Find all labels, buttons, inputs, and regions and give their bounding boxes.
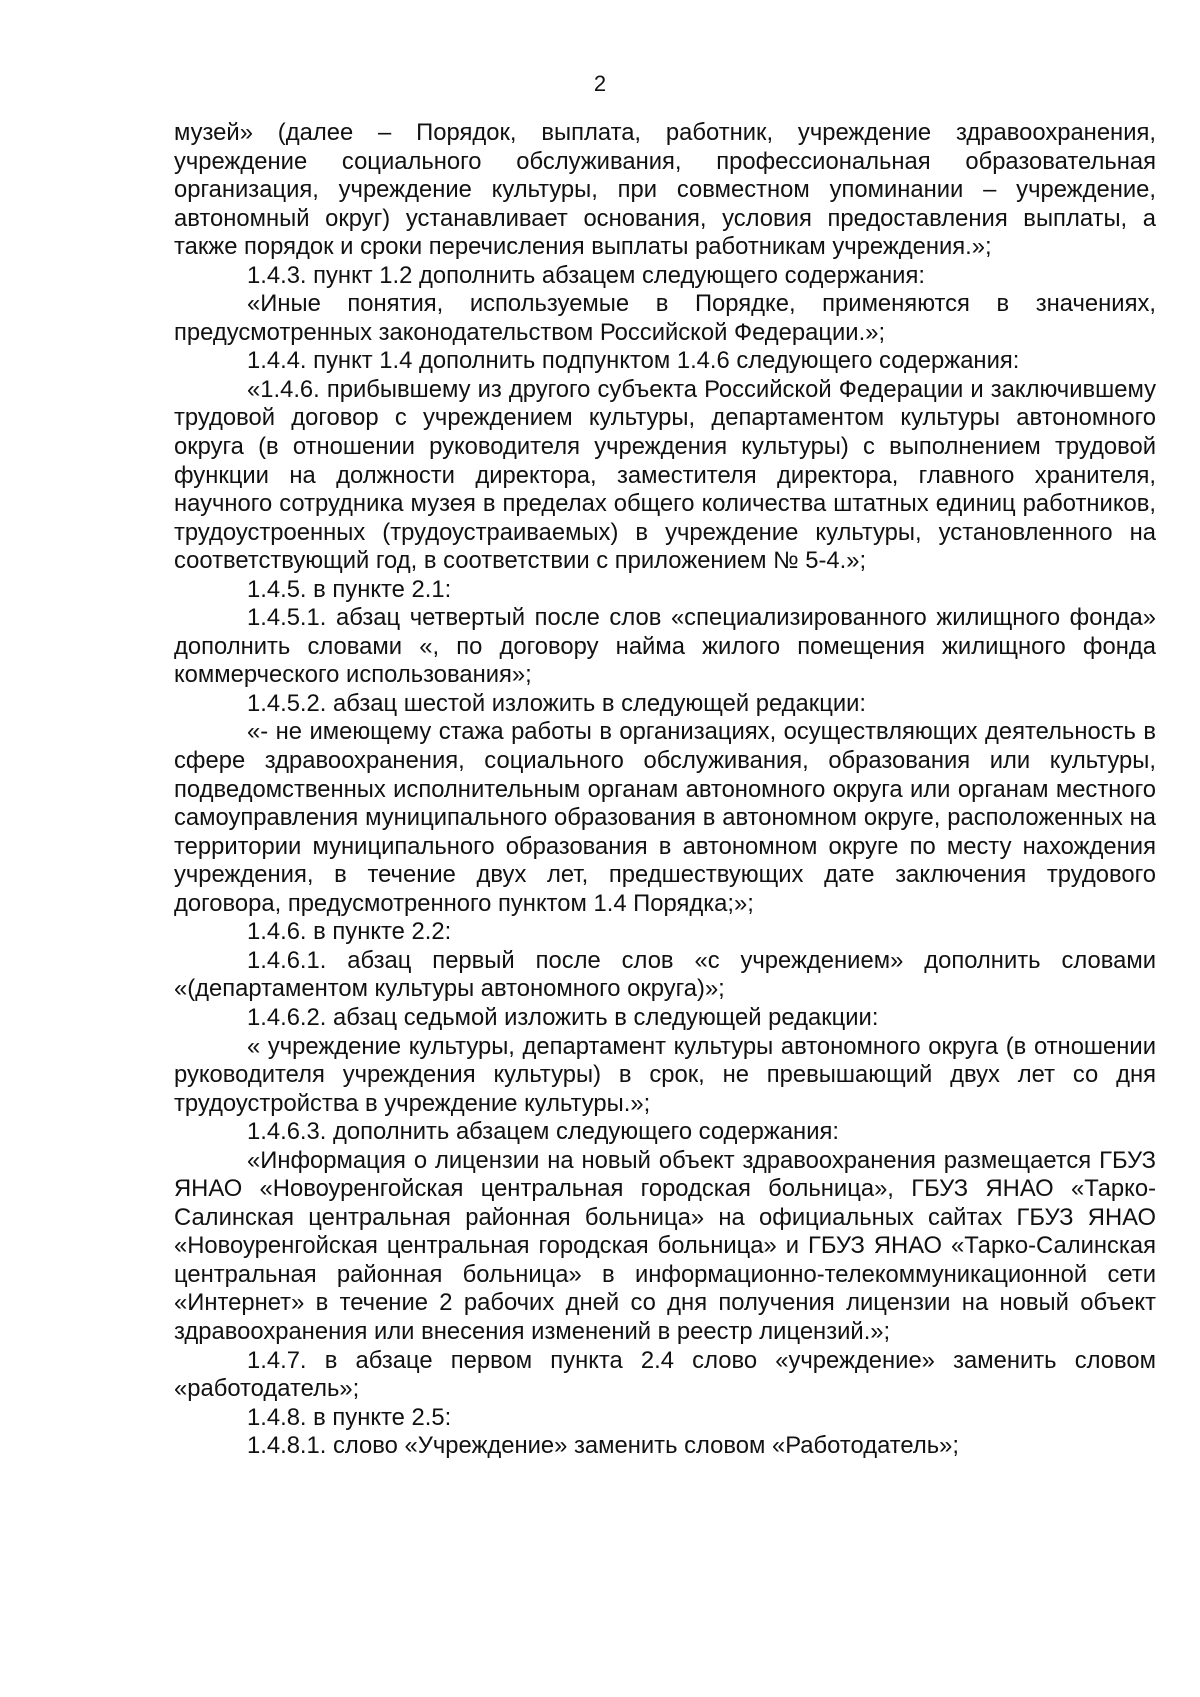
paragraph: 1.4.8.1. слово «Учреждение» заменить словом «Работодатель»; xyxy=(247,1432,960,1460)
paragraph: 1.4.5.1. абзац четвертый после слов «специализированного жилищного фонда» дополнить словами «, по договору найма жилого помещения жилищного фонда коммерческого использования»; xyxy=(174,604,1156,689)
paragraph: 1.4.6. в пункте 2.2: xyxy=(247,918,452,946)
paragraph: 1.4.4. пункт 1.4 дополнить подпунктом 1.4.6 следующего содержания: xyxy=(247,347,1020,375)
paragraph: 1.4.3. пункт 1.2 дополнить абзацем следующего содержания: xyxy=(247,261,925,289)
paragraph: музей» (далее – Порядок, выплата, работник, учреждение здравоохранения, учреждение социального обслуживания, профессиональная образовательная организация, учреждение культуры, при совместном упоминании – учреждение, автономный округ) устанавливает основания, условия предоставления выплаты, а также порядок и сроки перечисления выплаты работникам учреждения.»; xyxy=(174,119,1156,261)
page-number: 2 xyxy=(593,71,607,96)
paragraph: «Иные понятия, используемые в Порядке, применяются в значениях, предусмотренных законодательством Российской Федерации.»; xyxy=(174,290,1156,346)
paragraph: 1.4.6.3. дополнить абзацем следующего содержания: xyxy=(247,1118,839,1146)
paragraph: 1.4.7. в абзаце первом пункта 2.4 слово «учреждение» заменить словом «работодатель»; xyxy=(174,1346,1156,1403)
paragraph: «1.4.6. прибывшему из другого субъекта Российской Федерации и заключившему трудовой договор с учреждением культуры, департаментом культуры автономного округа (в отношении руководителя учреждения культуры) с выполнением трудовой функции на должности директора, заместителя директора, главного хранителя, научного сотрудника музея в пределах общего количества штатных единиц работников, трудоустроенных (трудоустраиваемых) в учреждение культуры, установленного на соответствующий год, в соответствии с приложением № 5-4.»; xyxy=(174,375,1156,575)
paragraph: «- не имеющему стажа работы в организациях, осуществляющих деятельность в сфере здравоохранения, социального обслуживания, образования или культуры, подведомственных исполнительным органам автономного округа или органам местного самоуправления муниципального образования в автономном округе, расположенных на территории муниципального образования в автономном округе по месту нахождения учреждения, в течение двух лет, предшествующих дате заключения трудового договора, предусмотренного пунктом 1.4 Порядка;»; xyxy=(174,718,1156,917)
document-body xyxy=(174,119,1156,1461)
paragraph: 1.4.6.1. абзац первый после слов «с учреждением» дополнить словами «(департаментом культуры автономного округа)»; xyxy=(174,946,1156,1003)
paragraph: 1.4.5. в пункте 2.1: xyxy=(247,575,452,603)
paragraph: « учреждение культуры, департамент культуры автономного округа (в отношении руководителя учреждения культуры) в срок, не превышающий двух лет со дня трудоустройства в учреждение культуры.»; xyxy=(174,1032,1156,1117)
paragraph: 1.4.6.2. абзац седьмой изложить в следующей редакции: xyxy=(247,1003,879,1031)
paragraph: 1.4.5.2. абзац шестой изложить в следующей редакции: xyxy=(247,689,867,717)
paragraph: 1.4.8. в пункте 2.5: xyxy=(247,1403,452,1431)
paragraph: «Информация о лицензии на новый объект здравоохранения размещается ГБУЗ ЯНАО «Новоуренгойская центральная городская больница», ГБУЗ ЯНАО «Тарко-Салинская центральная районная больница» на официальных сайтах ГБУЗ ЯНАО «Новоуренгойская центральная городская больница» и ГБУЗ ЯНАО «Тарко-Салинская центральная районная больница» в информационно-телекоммуникационной сети «Интернет» в течение 2 рабочих дней со дня получения лицензии на новый объект здравоохранения или внесения изменений в реестр лицензий.»; xyxy=(174,1146,1156,1345)
